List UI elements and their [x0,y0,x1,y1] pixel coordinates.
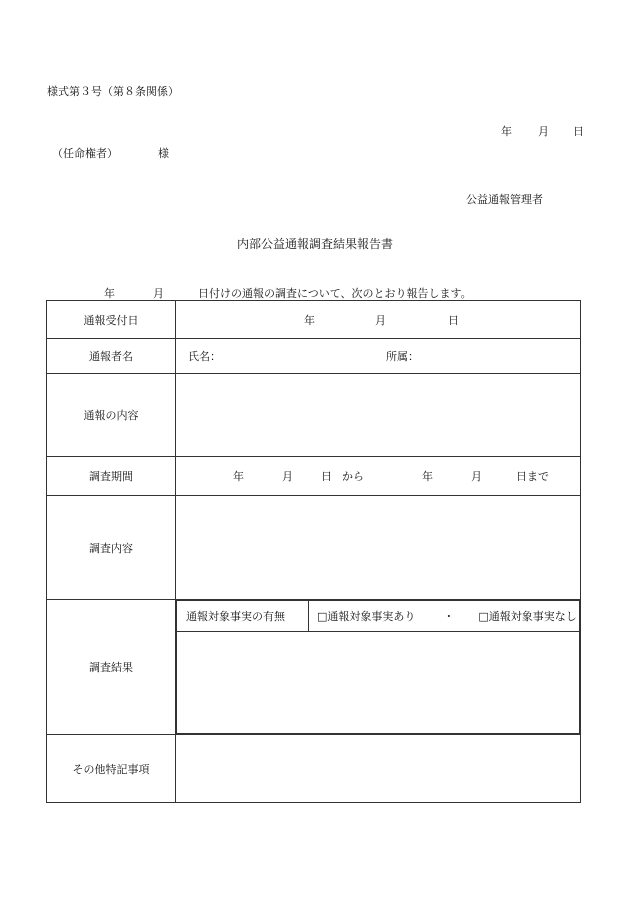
received-day: 日 [448,313,459,327]
option-fact-none[interactable]: □通報対象事実なし [478,610,577,623]
result-subtable [176,600,580,734]
report-date-day: 日 [573,125,584,138]
addressee-honorific: 様 [158,147,169,160]
intro-text: 日付けの通報の調査について、次のとおり報告します。 [198,287,472,300]
reporter-name-label: 氏名： [188,350,221,363]
option-fact-exists[interactable]: □通報対象事実あり [317,610,416,623]
field-investigation[interactable] [176,496,581,600]
document-title: 内部公益通報調査結果報告書 [236,237,393,251]
reporter-affiliation-label: 所属： [386,350,419,363]
form-number: 様式第３号（第８条関係） [47,85,179,98]
row-period [47,457,581,496]
received-year: 年 [304,313,315,327]
period-day-1: 日 [321,470,332,483]
manager-signature: 公益通報管理者 [466,193,543,206]
label-period: 調査期間 [47,457,176,496]
field-result [176,600,581,735]
field-reporter[interactable] [176,339,581,374]
row-received [47,301,581,339]
label-received: 通報受付日 [47,301,176,339]
intro-sentence [104,288,472,299]
result-details[interactable] [177,632,580,734]
row-other [47,735,581,803]
row-reporter [47,339,581,374]
report-table [46,300,581,803]
period-year-2: 年 [422,470,433,483]
field-received-date[interactable] [176,301,581,339]
result-options [309,601,580,632]
row-investigation [47,496,581,600]
option-separator: ・ [443,610,455,623]
intro-month: 月 [153,287,164,300]
label-other: その他特記事項 [47,735,176,803]
row-result [47,600,581,735]
received-month: 月 [375,313,386,327]
period-month-2: 月 [471,470,482,483]
result-question: 通報対象事実の有無 [177,601,309,632]
label-investigation: 調査内容 [47,496,176,600]
report-date-month: 月 [538,125,549,138]
report-date-year: 年 [501,125,512,138]
label-result: 調査結果 [47,600,176,735]
period-month-1: 月 [282,470,293,483]
intro-year: 年 [104,287,115,300]
field-content[interactable] [176,374,581,457]
label-reporter: 通報者名 [47,339,176,374]
report-date [501,126,584,137]
period-until: 日まで [516,470,549,483]
addressee [52,148,169,159]
period-from: から [342,470,364,483]
field-period[interactable] [176,457,581,496]
row-content [47,374,581,457]
label-content: 通報の内容 [47,374,176,457]
addressee-role: （任命権者） [52,147,118,160]
field-other[interactable] [176,735,581,803]
period-year-1: 年 [233,470,244,483]
